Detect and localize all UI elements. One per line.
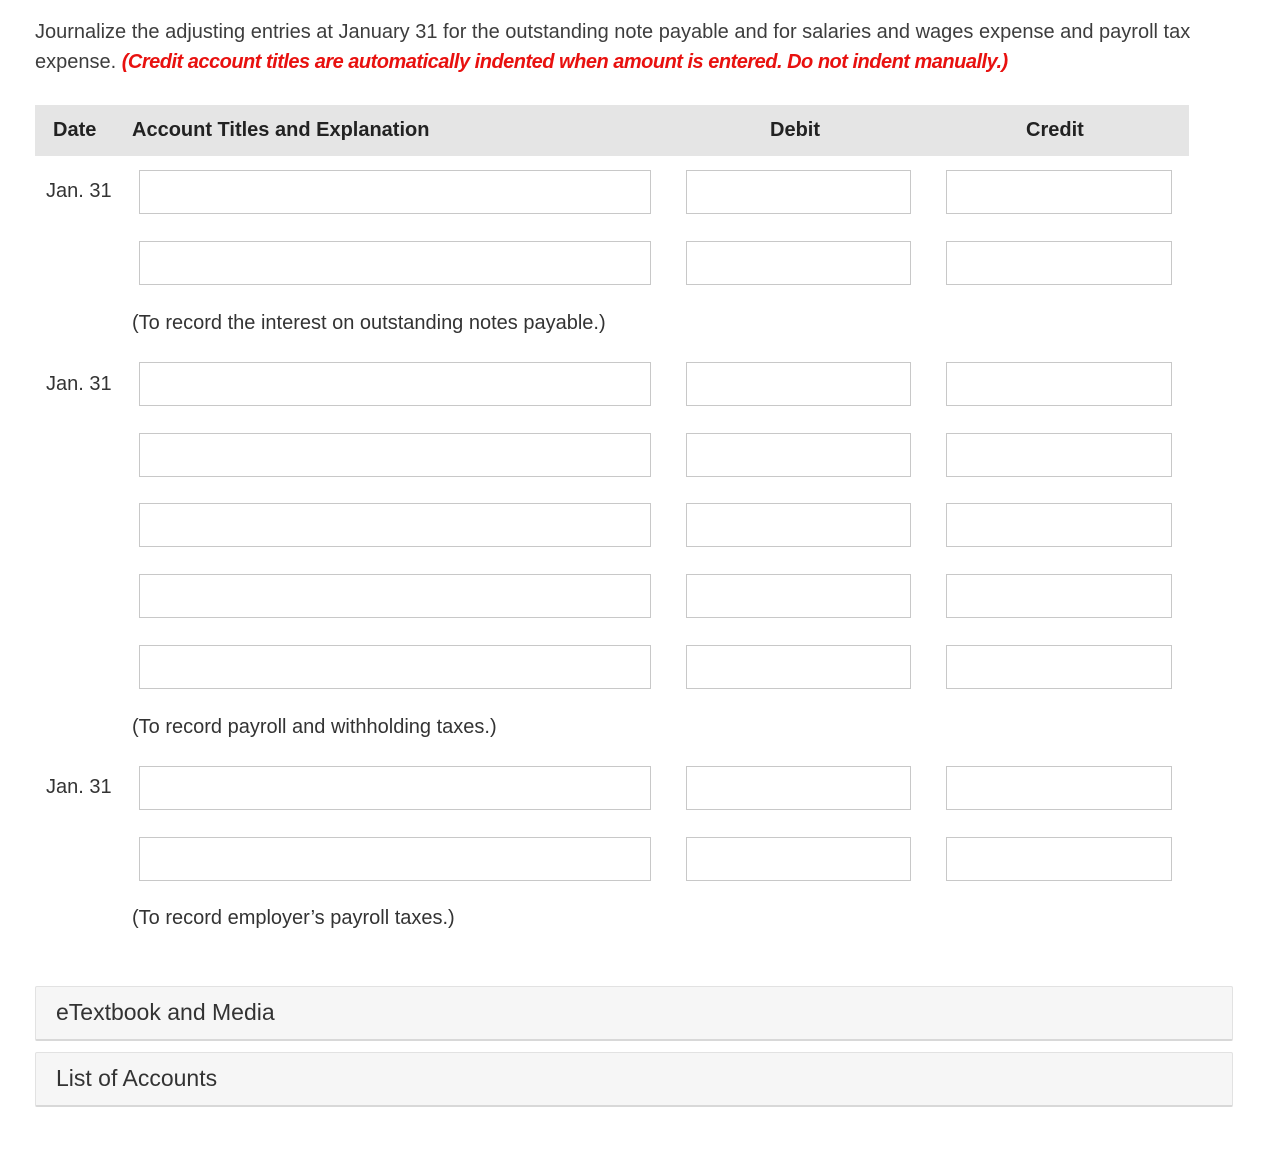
entry-1-line-2-account-input[interactable] <box>139 241 651 285</box>
entry-2-line-5-debit-input[interactable] <box>686 645 911 689</box>
header-account-titles: Account Titles and Explanation <box>132 119 430 141</box>
entry-2-line-3-debit-input[interactable] <box>686 503 911 547</box>
entry-2-line-2-account-input[interactable] <box>139 433 651 477</box>
entry-1-explanation: (To record the interest on outstanding notes payable.) <box>132 312 606 334</box>
instructions-text: Journalize the adjusting entries at January 31 for the outstanding note payable and for salaries and wages expense and payroll tax expense. <box>35 21 1191 73</box>
instructions <box>35 17 1240 77</box>
entry-3-line-2-account-input[interactable] <box>139 837 651 881</box>
header-debit: Debit <box>770 119 820 141</box>
header-credit: Credit <box>1026 119 1084 141</box>
entry-3-line-1-credit-input[interactable] <box>946 766 1172 810</box>
entry-2-date: Jan. 31 <box>46 373 112 395</box>
entry-2-line-2-debit-input[interactable] <box>686 433 911 477</box>
list-of-accounts-panel[interactable] <box>35 1052 1233 1107</box>
entry-1-date: Jan. 31 <box>46 180 112 202</box>
instructions-note: (Credit account titles are automatically indented when amount is entered. Do not indent manually.) <box>121 51 1008 73</box>
entry-2-line-1-credit-input[interactable] <box>946 362 1172 406</box>
list-of-accounts-label: List of Accounts <box>56 1065 218 1091</box>
entry-2-line-4-debit-input[interactable] <box>686 574 911 618</box>
entry-1-line-1-credit-input[interactable] <box>946 170 1172 214</box>
entry-1-line-1-account-input[interactable] <box>139 170 651 214</box>
entry-2-line-1-debit-input[interactable] <box>686 362 911 406</box>
entry-2-line-1-account-input[interactable] <box>139 362 651 406</box>
entry-2-line-2-credit-input[interactable] <box>946 433 1172 477</box>
entry-2-line-4-account-input[interactable] <box>139 574 651 618</box>
entry-3-explanation: (To record employer’s payroll taxes.) <box>132 907 455 929</box>
etextbook-and-media-panel[interactable] <box>35 986 1233 1041</box>
entry-2-line-3-credit-input[interactable] <box>946 503 1172 547</box>
entry-2-line-5-account-input[interactable] <box>139 645 651 689</box>
entry-3-date: Jan. 31 <box>46 776 112 798</box>
header-date: Date <box>53 119 97 141</box>
entry-3-line-2-debit-input[interactable] <box>686 837 911 881</box>
entry-2-line-3-account-input[interactable] <box>139 503 651 547</box>
entry-2-line-4-credit-input[interactable] <box>946 574 1172 618</box>
entry-1-line-2-debit-input[interactable] <box>686 241 911 285</box>
entry-1-line-2-credit-input[interactable] <box>946 241 1172 285</box>
entry-2-explanation: (To record payroll and withholding taxes.) <box>132 716 497 738</box>
table-header <box>35 105 1189 156</box>
entry-2-line-5-credit-input[interactable] <box>946 645 1172 689</box>
entry-1-line-1-debit-input[interactable] <box>686 170 911 214</box>
entry-3-line-2-credit-input[interactable] <box>946 837 1172 881</box>
entry-3-line-1-account-input[interactable] <box>139 766 651 810</box>
entry-3-line-1-debit-input[interactable] <box>686 766 911 810</box>
etextbook-and-media-label: eTextbook and Media <box>56 999 275 1025</box>
